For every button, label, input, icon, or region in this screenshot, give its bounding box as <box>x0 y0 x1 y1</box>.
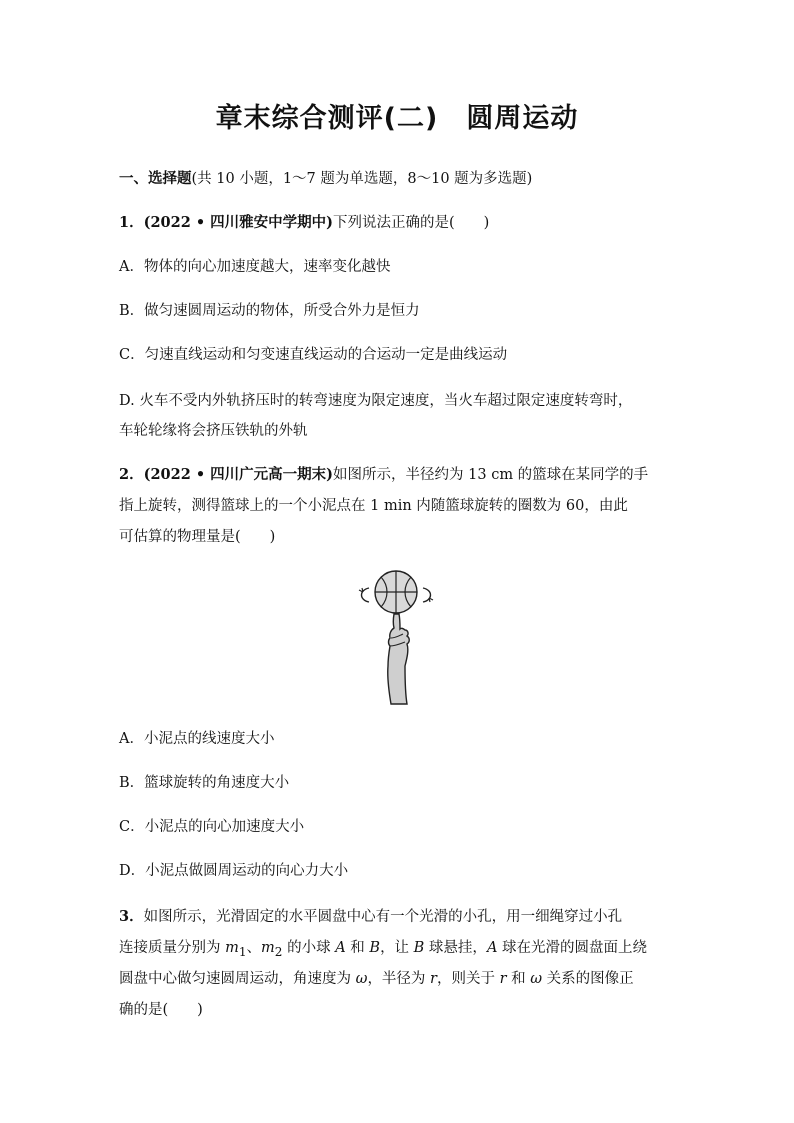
text-segment: 圆盘中心做匀速圆周运动，角速度为 <box>119 971 356 987</box>
var-r: r <box>430 971 437 987</box>
question-2-option-c: C．小泥点的向心加速度大小 <box>119 819 305 835</box>
text-segment: 球悬挂， <box>424 940 487 956</box>
var-a: A <box>486 940 498 956</box>
question-3-stem-line1 <box>119 906 679 928</box>
question-3-stem-line4: 确的是( ) <box>119 1002 203 1018</box>
question-2-stem-line1 <box>119 464 679 486</box>
question-1-option-b: B．做匀速圆周运动的物体，所受合外力是恒力 <box>119 303 420 319</box>
question-3-stem-line2 <box>119 937 679 963</box>
text-segment: 关系的图像正 <box>542 971 634 987</box>
var-b: B <box>369 940 381 956</box>
question-1-option-c: C．匀速直线运动和匀变速直线运动的合运动一定是曲线运动 <box>119 347 508 363</box>
var-b: B <box>413 940 425 956</box>
text-segment: 连接质量分别为 <box>119 940 226 956</box>
section-heading-line <box>119 168 679 190</box>
question-2-lead: 2．(2022 • 四川广元高一期末) <box>119 466 334 483</box>
var-m2-subscript: 2 <box>274 944 283 959</box>
var-r: r <box>499 971 507 987</box>
basketball-spinning-on-finger-icon <box>355 568 437 708</box>
question-1-text: 下列说法正确的是( ) <box>333 215 490 231</box>
question-3-text-1: 如图所示，光滑固定的水平圆盘中心有一个光滑的小孔，用一细绳穿过小孔 <box>143 909 623 925</box>
text-segment: 和 <box>506 971 531 987</box>
var-m2: m <box>261 940 275 956</box>
var-m1: m <box>225 940 239 956</box>
var-omega: ω <box>530 971 543 987</box>
question-3-stem-line3 <box>119 968 679 990</box>
question-2-text-1: 如图所示，半径约为 13 cm 的篮球在某同学的手 <box>333 467 649 483</box>
text-segment: ，则关于 <box>436 971 500 987</box>
text-segment: 、 <box>246 940 262 956</box>
text-segment: ，半径为 <box>367 971 431 987</box>
text-segment: 和 <box>345 940 370 956</box>
section-note: (共 10 小题，1～7 题为单选题，8～10 题为多选题) <box>191 171 533 187</box>
question-2-option-d: D．小泥点做圆周运动的向心力大小 <box>119 863 349 879</box>
var-omega: ω <box>355 971 368 987</box>
question-1-option-d-line1: D. 火车不受内外轨挤压时的转弯速度为限定速度，当火车超过限定速度转弯时， <box>119 393 633 409</box>
text-segment: 的小球 <box>282 940 336 956</box>
text-segment: 球在光滑的圆盘面上绕 <box>497 940 648 956</box>
question-2-stem-line3: 可估算的物理量是( ) <box>119 529 276 545</box>
page-title: 章末综合测评(二) 圆周运动 <box>215 103 579 134</box>
text-segment: ，让 <box>380 940 414 956</box>
question-2-option-a: A．小泥点的线速度大小 <box>119 731 275 747</box>
question-1-lead: 1．(2022 • 四川雅安中学期中) <box>119 214 334 231</box>
question-1-stem <box>119 212 679 234</box>
var-m1-subscript: 1 <box>238 944 247 959</box>
question-1-option-a: A．物体的向心加速度越大，速率变化越快 <box>119 259 391 275</box>
question-1-option-d-line2: 车轮轮缘将会挤压铁轨的外轨 <box>119 423 308 439</box>
section-heading: 一、选择题 <box>119 170 192 187</box>
question-2-option-b: B．篮球旋转的角速度大小 <box>119 775 290 791</box>
question-2-stem-line2: 指上旋转，测得篮球上的一个小泥点在 1 min 内随篮球旋转的圈数为 60，由此 <box>119 498 628 514</box>
var-a: A <box>335 940 346 956</box>
question-3-lead: 3． <box>119 908 144 925</box>
